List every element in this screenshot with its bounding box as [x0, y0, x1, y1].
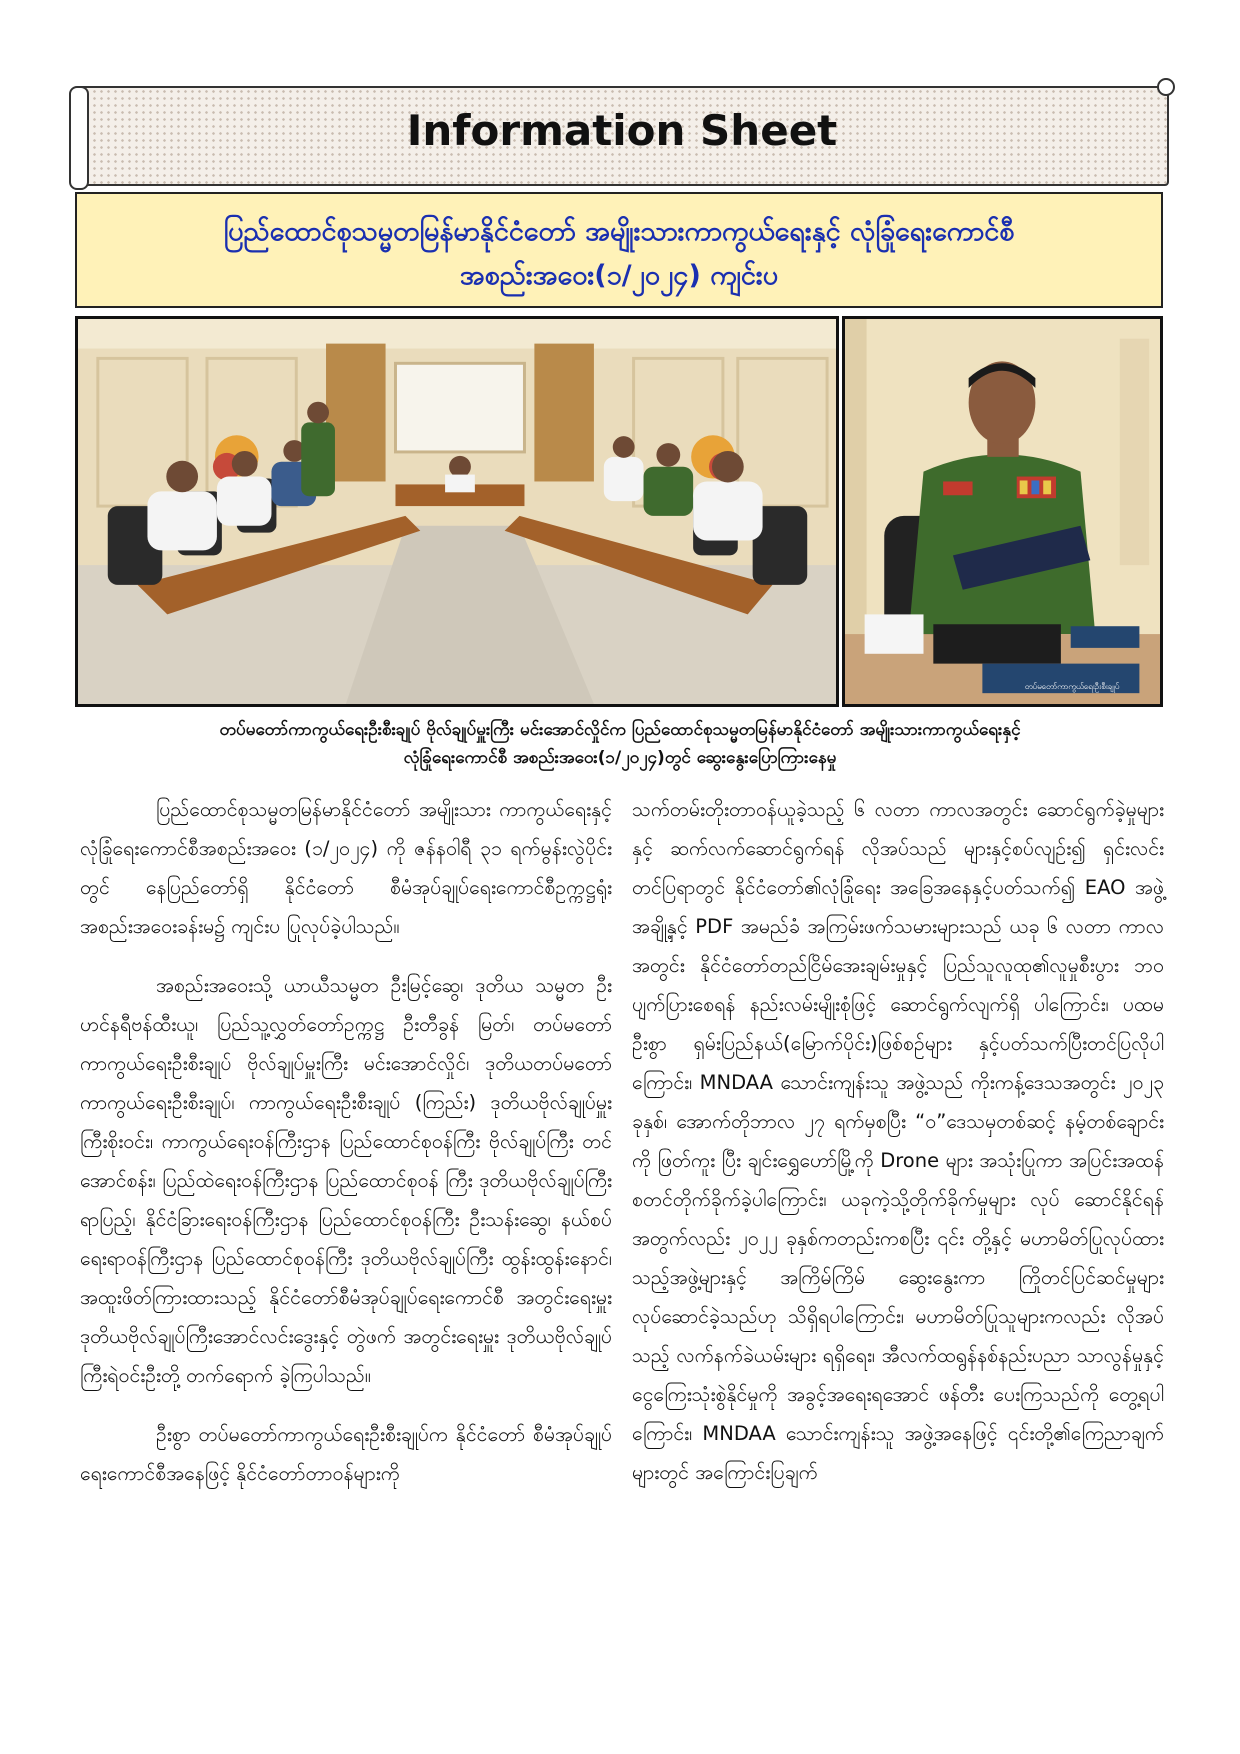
- paragraph: ဦးစွာ တပ်မတော်ကာကွယ်ရေးဦးစီးချုပ်က နိုင်ငံတော် စီမံအုပ်ချုပ်ရေးကောင်စီအနေဖြင့် နိုင်ငံတော်တာဝန်များကို: [80, 1423, 612, 1485]
- meeting-room-illustration: [78, 319, 836, 704]
- scroll-curl-right: [1157, 78, 1175, 96]
- headline-line-1: ပြည်ထောင်စုသမ္မတမြန်မာနိုင်ငံတော် အမျိုးသားကာကွယ်ရေးနှင့် လုံခြုံရေးကောင်စီ: [223, 216, 1015, 247]
- banner-title: Information Sheet: [406, 106, 838, 155]
- nameplate-text: တပ်မတော်ကာကွယ်ရေးဦးစီးချုပ်: [1024, 682, 1120, 691]
- headline-box: [75, 192, 1163, 308]
- meeting-room-photo: [75, 316, 839, 707]
- body-column-right: [632, 790, 1164, 1512]
- paragraph: ပြည်ထောင်စုသမ္မတမြန်မာနိုင်ငံတော် အမျိုးသား ကာကွယ်ရေးနှင့် လုံခြုံရေးကောင်စီအစည်းအဝေး (၁/၂၀၂၄) ကို ဇန်နဝါရီ ၃၁ ရက်မွန်းလွဲပိုင်းတွင် နေပြည်တော်ရှိ နိုင်ငံတော် စီမံအုပ်ချုပ်ရေးကောင်စီဥက္ကဋ္ဌရုံး အစည်းအဝေးခန်းမ၌ ကျင်းပ ပြုလုပ်ခဲ့ပါသည်။: [80, 798, 612, 938]
- speaker-portrait-illustration: [845, 319, 1160, 704]
- body-column-left: [80, 790, 612, 1513]
- info-sheet-banner: [75, 86, 1169, 186]
- speaker-portrait-photo: [842, 316, 1163, 707]
- caption-line-1: တပ်မတော်ကာကွယ်ရေးဦးစီးချုပ် ဗိုလ်ချုပ်မှူးကြီး မင်းအောင်လှိုင်က ပြည်ထောင်စုသမ္မတမြန်မာနိုင်ငံတော် အမျိုးသားကာကွယ်ရေးနှင့်: [219, 720, 1021, 740]
- paragraph: သက်တမ်းတိုးတာဝန်ယူခဲ့သည့် ၆ လတာ ကာလအတွင်း ဆောင်ရွက်ခဲ့မှုများနှင့် ဆက်လက်ဆောင်ရွက်ရန် လိုအပ်သည် များနှင့်စပ်လျဉ်း၍ ရှင်းလင်းတင်ပြရာတွင် နိုင်ငံတော်၏လုံခြုံရေး အခြေအနေနှင့်ပတ်သက်၍ EAO အဖွဲ့ အချို့နှင့် PDF အမည်ခံ အကြမ်းဖက်သမားများသည် ယခု ၆ လတာ ကာလအတွင်း နိုင်ငံတော်တည်ငြိမ်အေးချမ်းမှုနှင့် ပြည်သူလူထု၏လူမှုစီးပွား ဘဝပျက်ပြားစေရန် နည်းလမ်းမျိုးစုံဖြင့် ဆောင်ရွက်လျက်ရှိ ပါကြောင်း၊ ပထမဦးစွာ ရှမ်းပြည်နယ်(မြောက်ပိုင်း)ဖြစ်စဉ်များ နှင့်ပတ်သက်ပြီးတင်ပြလိုပါကြောင်း၊ MNDAA သောင်းကျန်းသူ အဖွဲ့သည် ကိုးကန့်ဒေသအတွင်း ၂၀၂၃ ခုနှစ်၊ အောက်တိုဘာလ ၂၇ ရက်မှစပြီး “ဝ”ဒေသမှတစ်ဆင့် နမ့်တစ်ချောင်းကို ဖြတ်ကူး ပြီး ချင်းရွှေဟော်မြို့ကို Drone များ အသုံးပြုကာ အပြင်းအထန် စတင်တိုက်ခိုက်ခဲ့ပါကြောင်း၊ ယခုကဲ့သို့တိုက်ခိုက်မှုများ လုပ် ဆောင်နိုင်ရန် အတွက်လည်း ၂၀၂၂ ခုနှစ်ကတည်းကစပြီး ၎င်း တို့နှင့် မဟာမိတ်ပြုလုပ်ထားသည့်အဖွဲ့များနှင့် အကြိမ်ကြိမ် ဆွေးနွေးကာ ကြိုတင်ပြင်ဆင်မှုများ လုပ်ဆောင်ခဲ့သည်ဟု သိရှိရပါကြောင်း၊ မဟာမိတ်ပြုသူများကလည်း လိုအပ်သည့် လက်နက်ခဲယမ်းများ ရရှိရေး၊ အီလက်ထရွန်နစ်နည်းပညာ သာလွန်မှုနှင့် ငွေကြေးသုံးစွဲနိုင်မှုကို အခွင့်အရေးရအောင် ဖန်တီး ပေးကြသည်ကို တွေ့ရပါကြောင်း၊ MNDAA သောင်းကျန်းသူ အဖွဲ့အနေဖြင့် ၎င်းတို့၏ကြေညာချက်များတွင် အကြောင်းပြချက်: [632, 798, 1164, 1484]
- paragraph: အစည်းအဝေးသို့ ယာယီသမ္မတ ဦးမြင့်ဆွေ၊ ဒုတိယ သမ္မတ ဦးဟင်နရီဗန်ထီးယူ၊ ပြည်သူ့လွှတ်တော်ဥက္ကဋ္ဌ ဦးတီခွန် မြတ်၊ တပ်မတော်ကာကွယ်ရေးဦးစီးချုပ် ဗိုလ်ချုပ်မှူးကြီး မင်းအောင်လှိုင်၊ ဒုတိယတပ်မတော်ကာကွယ်ရေးဦးစီးချုပ်၊ ကာကွယ်ရေးဦးစီးချုပ် (ကြည်း) ဒုတိယဗိုလ်ချုပ်မှူးကြီးစိုးဝင်း၊ ကာကွယ်ရေးဝန်ကြီးဌာန ပြည်ထောင်စုဝန်ကြီး ဗိုလ်ချုပ်ကြီး တင်အောင်စန်း၊ ပြည်ထဲရေးဝန်ကြီးဌာန ပြည်ထောင်စုဝန် ကြီး ဒုတိယဗိုလ်ချုပ်ကြီး ရာပြည့်၊ နိုင်ငံခြားရေးဝန်ကြီးဌာန ပြည်ထောင်စုဝန်ကြီး ဦးသန်းဆွေ၊ နယ်စပ်ရေးရာဝန်ကြီးဌာန ပြည်ထောင်စုဝန်ကြီး ဒုတိယဗိုလ်ချုပ်ကြီး ထွန်းထွန်းနောင်၊ အထူးဖိတ်ကြားထားသည့် နိုင်ငံတော်စီမံအုပ်ချုပ်ရေးကောင်စီ အတွင်းရေးမှူး ဒုတိယဗိုလ်ချုပ်ကြီးအောင်လင်းဒွေးနှင့် တွဲဖက် အတွင်းရေးမှူး ဒုတိယဗိုလ်ချုပ်ကြီးရဲဝင်းဦးတို့ တက်ရောက် ခဲ့ကြပါသည်။: [80, 974, 612, 1387]
- headline-line-2: အစည်းအဝေး(၁/၂၀၂၄) ကျင်းပ: [459, 260, 779, 291]
- caption-line-2: လုံခြုံရေးကောင်စီ အစည်းအဝေး(၁/၂၀၂၄)တွင် ဆွေးနွေးပြောကြားနေမှု: [403, 748, 837, 768]
- photo-caption: [75, 716, 1165, 772]
